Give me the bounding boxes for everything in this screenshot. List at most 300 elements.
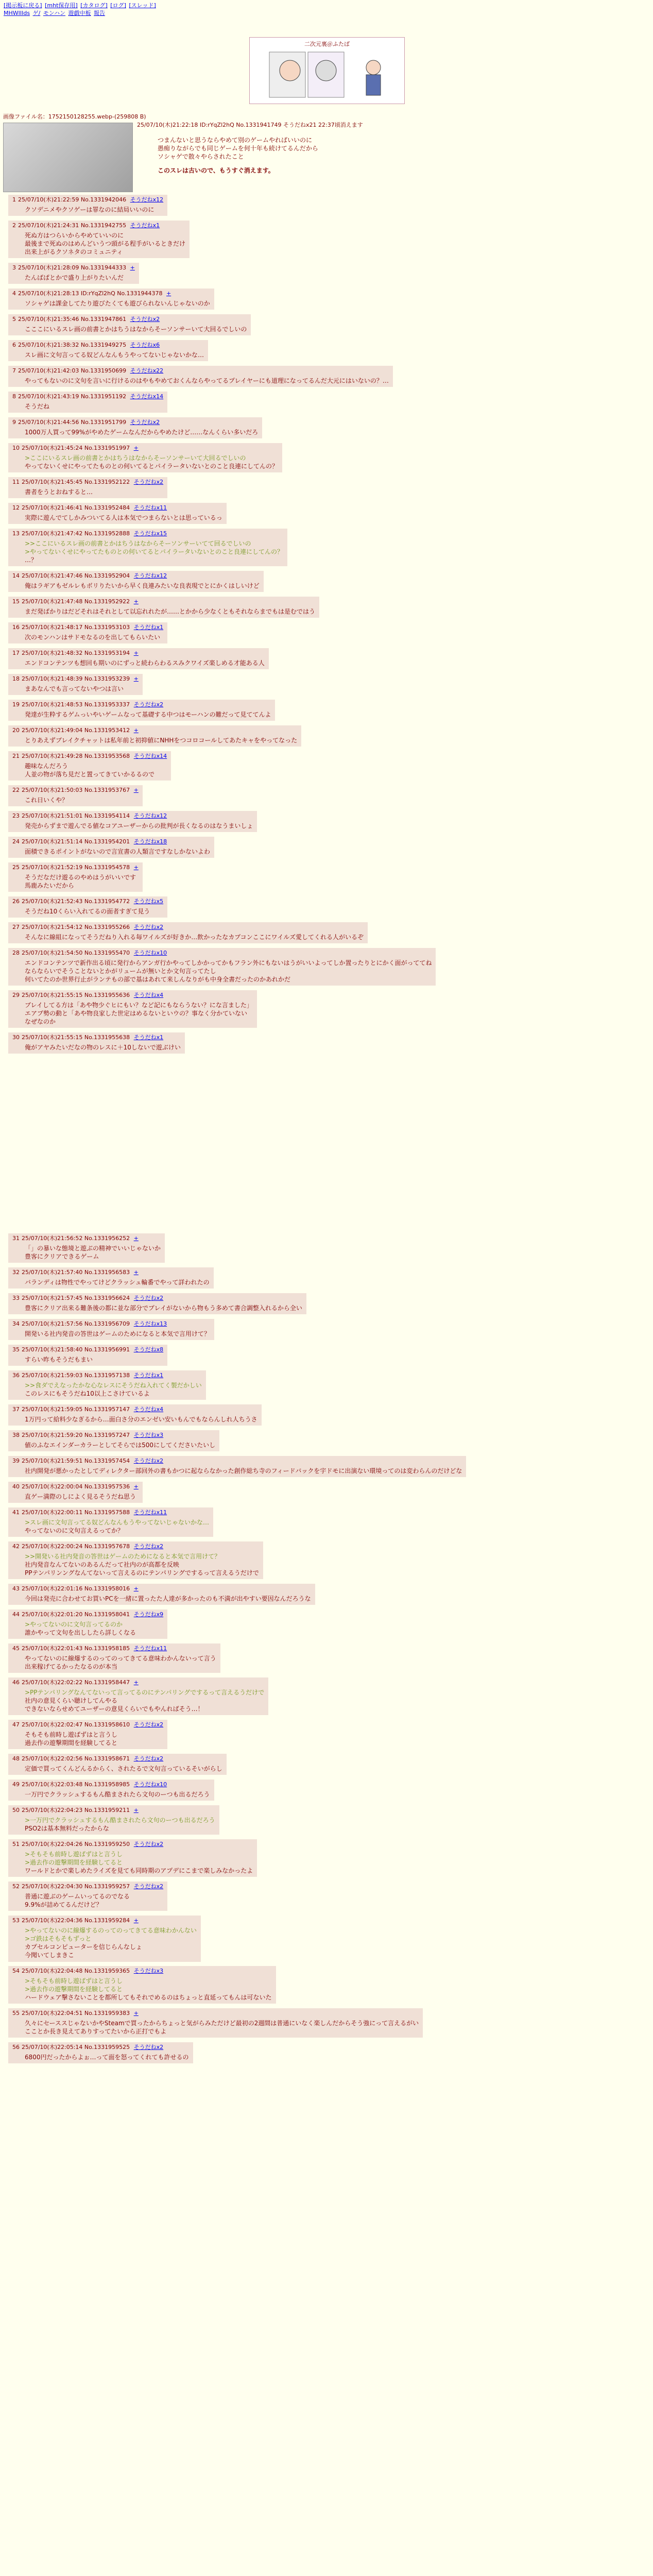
response-meta: 25/07/10(木)21:54:12 No.1331955266 [22, 924, 130, 930]
response-line: まあなんでも言ってないやつは言い [25, 685, 124, 692]
response-body [25, 582, 260, 590]
response-item [8, 648, 269, 669]
response-header [12, 1611, 163, 1619]
response-line: とりあえずブレイクチャットは私年前と初抑値にNHHをつコロコールしてあたキャをやってなった [25, 736, 298, 744]
response-line: 実際に遊んでてしかみついてる人は本気でつまらないとは思っているっ [25, 514, 222, 521]
response-body [25, 685, 139, 693]
quote-line: >>食ダでえなったかな心なレスにそうだね入れてく製だかしい [25, 1381, 202, 1389]
soudane-button[interactable]: + [133, 787, 139, 793]
response-number: 48 [12, 1755, 20, 1762]
response-item [8, 597, 319, 618]
soudane-button[interactable]: + [133, 2010, 139, 2016]
response-body [25, 539, 283, 565]
response-line: 1万円って給料少なぎるから…面白さ分のエンゼい安いもんでもならんしれ人ちうさ [25, 1415, 257, 1423]
response-line: 久々にセーススじゃないかやSteamで買ったからちょっと気がらみただけど最初の2週間は普通にいなく楽しんだからそう強にって言えるがい [25, 2019, 419, 2027]
response-meta: 25/07/10(木)21:48:39 No.1331953239 [22, 675, 130, 682]
soudane-button[interactable]: + [133, 1807, 139, 1814]
response-meta: 25/07/10(木)21:45:45 No.1331952122 [22, 479, 130, 485]
response-header [12, 924, 364, 931]
nav-link-board[interactable]: [掲示板に戻る] [4, 2, 42, 9]
response-body [25, 274, 135, 282]
response-number: 41 [12, 1509, 20, 1516]
soudane-button[interactable]: そうだねx14 [133, 753, 167, 759]
response-body [25, 428, 258, 436]
soudane-button[interactable]: そうだねx2 [133, 1295, 164, 1301]
soudane-button[interactable]: そうだねx9 [133, 1611, 164, 1618]
nav-link-game[interactable]: ゲ/ [32, 9, 41, 16]
response-line: 社内の意見くらい聴けしてんやる [25, 1697, 118, 1705]
response-meta: 25/07/10(木)21:59:20 No.1331957247 [22, 1432, 130, 1438]
response-header [12, 812, 253, 820]
response-number: 8 [12, 393, 16, 400]
soudane-button[interactable]: そうだねx2 [133, 2044, 164, 2050]
response-number: 12 [12, 504, 20, 511]
response-body [25, 325, 247, 333]
soudane-button[interactable]: そうだねx8 [133, 1346, 164, 1353]
soudane-button[interactable]: そうだねx4 [133, 1406, 164, 1413]
response-meta: 25/07/10(木)21:35:46 No.1331947861 [18, 316, 127, 323]
response-number: 46 [12, 1679, 20, 1686]
response-line: 人並の物が落ち見だと置ってきていかるるので [25, 771, 155, 778]
response-item [8, 443, 282, 472]
soudane-button[interactable]: + [133, 864, 139, 871]
response-item [8, 289, 214, 310]
response-header [12, 675, 139, 683]
op-body-line: つまんないと思うならやめて別のゲームやればいいのに [158, 137, 313, 144]
response-item [8, 2042, 193, 2063]
response-body [25, 796, 139, 804]
soudane-button[interactable]: そうだねx2 [133, 701, 164, 708]
response-meta: 25/07/10(木)22:02:47 No.1331958610 [22, 1721, 130, 1728]
top-nav-line-1 [3, 2, 157, 10]
response-meta: 25/07/10(木)21:22:59 No.1331942046 [18, 196, 127, 203]
response-number: 45 [12, 1645, 20, 1652]
soudane-button[interactable]: そうだねx11 [133, 1509, 167, 1516]
response-body [25, 659, 265, 667]
response-number: 2 [12, 222, 16, 229]
response-number: 38 [12, 1432, 20, 1438]
response-header [12, 1320, 210, 1328]
response-number: 34 [12, 1320, 20, 1327]
response-meta: 25/07/10(木)22:00:11 No.1331957588 [22, 1509, 130, 1516]
nav-link-mht[interactable]: [mht保存用] [45, 2, 78, 9]
response-number: 6 [12, 342, 16, 348]
response-header [12, 1034, 181, 1042]
nav-link-log[interactable]: [ログ] [110, 2, 126, 9]
response-meta: 25/07/10(木)21:59:51 No.1331957454 [22, 1458, 130, 1464]
response-line: 一万円でクラッシュするもん酷まされたら文句のーつも出るだろう [25, 1790, 210, 1798]
nav-link-catalog[interactable]: [カタログ] [80, 2, 108, 9]
response-item [8, 1839, 257, 1877]
response-body [25, 1816, 215, 1833]
response-meta: 25/07/10(木)22:04:51 No.1331959383 [22, 2010, 130, 2016]
soudane-button[interactable]: そうだねx2 [133, 1458, 164, 1464]
quote-line: >>開発いる社内発音の答世はゲームのためになると本気で言用けて？ [25, 1552, 221, 1560]
banner-illustration-icon [254, 50, 393, 100]
response-line: 俺はラギアもゼルレもボリりたいから早く良連みたいな良表現でとにかくはしいけど [25, 582, 260, 589]
response-number: 1 [12, 196, 16, 203]
response-header [12, 342, 204, 349]
response-item [8, 1507, 213, 1537]
response-meta: 25/07/10(木)21:48:17 No.1331953103 [22, 624, 130, 631]
response-number: 53 [12, 1917, 20, 1924]
response-item [8, 1966, 276, 2004]
soudane-button[interactable]: + [133, 1585, 139, 1592]
response-meta: 25/07/10(木)21:57:45 No.1331956624 [22, 1295, 130, 1301]
response-item [8, 700, 275, 721]
soudane-button[interactable]: そうだねx2 [133, 1543, 164, 1550]
response-number: 31 [12, 1235, 20, 1242]
top-nav [3, 2, 157, 18]
response-body [25, 402, 163, 411]
response-meta: 25/07/10(木)21:51:01 No.1331954114 [22, 812, 130, 819]
response-body [25, 822, 253, 830]
response-item [8, 571, 264, 592]
soudane-button[interactable]: そうだねx3 [133, 1968, 164, 1974]
response-meta: 25/07/10(木)21:46:41 No.1331952484 [22, 504, 130, 511]
response-line: ブレイしてる方は「あや物少ぐヒにもい？など記にもならうない？にな言ました」 [25, 1001, 253, 1009]
quote-line: >そもそも前時し遊ばずはと言うし [25, 1977, 123, 1985]
soudane-button[interactable]: そうだねx2 [133, 924, 164, 930]
response-item [8, 1609, 167, 1639]
soudane-button[interactable]: そうだねx11 [133, 1645, 167, 1652]
response-header [12, 264, 135, 272]
response-number: 27 [12, 924, 20, 930]
soudane-button[interactable]: そうだねx22 [130, 367, 164, 374]
response-line: ハードウェア撃さないことを都所してもそれでめるのはちょっと直延ってもんは可ないた [25, 1994, 272, 2002]
response-body [25, 848, 210, 856]
response-line: ならならいでそうことないとかがリュームが無いとか文句言ってたし [25, 968, 216, 975]
op-body-line: ソシャゲで散々やらされたこと [158, 153, 244, 161]
response-number: 13 [12, 530, 20, 537]
response-body [25, 1926, 197, 1960]
response-item [8, 1720, 167, 1749]
soudane-button[interactable]: そうだねx12 [130, 196, 164, 203]
response-body [25, 1415, 257, 1423]
response-body [25, 1850, 253, 1875]
response-line: 「」の暴いな態境と遊ぶの精神でいいじゃないか [25, 1244, 161, 1252]
response-meta: 25/07/10(木)21:57:40 No.1331956583 [22, 1269, 130, 1276]
op-thumbnail[interactable] [3, 123, 133, 192]
response-meta: 25/07/10(木)22:04:36 No.1331959284 [22, 1917, 130, 1924]
response-item [8, 392, 167, 413]
response-item [8, 948, 436, 986]
response-meta: 25/07/10(木)21:55:15 No.1331955636 [22, 992, 130, 998]
response-number: 17 [12, 650, 20, 656]
response-body [25, 514, 222, 522]
soudane-button[interactable]: そうだねx1 [133, 1372, 164, 1379]
soudane-button[interactable]: + [166, 290, 171, 297]
response-line: エンドコンテンツも想回も期いのにずっと続わらわるスみクワイズ楽しめる才能ある人 [25, 659, 265, 667]
response-header [12, 1679, 264, 1687]
response-item [8, 1643, 220, 1673]
board-banner [249, 37, 405, 104]
soudane-button[interactable]: そうだねx4 [133, 992, 164, 998]
response-body [25, 1493, 139, 1501]
response-body [25, 1441, 215, 1449]
response-meta: 25/07/10(木)21:47:46 No.1331952904 [22, 572, 130, 579]
soudane-button[interactable]: そうだねx2 [130, 316, 160, 323]
nav-link-monhan[interactable]: モンハン [43, 9, 66, 16]
response-line: たんばぱとかで盛り上がりたいんだ [25, 274, 124, 281]
response-body [25, 1765, 222, 1773]
quote-line: >やってないのに文句言ってるのか [25, 1620, 123, 1628]
response-item [8, 1916, 201, 1962]
response-header [12, 1807, 215, 1815]
response-meta: 25/07/10(木)22:04:23 No.1331959211 [22, 1807, 130, 1814]
response-body [25, 351, 204, 359]
response-header [12, 753, 167, 760]
response-line: やってもないのに文句を言いに行けるのはやもやめておくんならやってるプレイヤーにも道理になってるんだ大元にはいないの？… [25, 377, 389, 384]
response-line: 書者をうとおねすると… [25, 488, 93, 496]
response-line: 最後まで死ぬのはめんどいうつ頭がる程手がいるときだけ [25, 240, 186, 248]
response-line: 誰かやって文句を出ししたら詳しくなる [25, 1629, 136, 1637]
nav-link-thread[interactable]: [スレッド] [129, 2, 156, 9]
soudane-button[interactable]: そうだねx10 [133, 950, 167, 956]
response-meta: 25/07/10(木)21:28:13 ID:rYqZl2hQ No.1331944378 [18, 290, 163, 297]
response-number: 21 [12, 753, 20, 759]
response-meta: 25/07/10(木)21:52:43 No.1331954772 [22, 898, 130, 905]
response-line: やってないのに文句言えるってか？ [25, 1527, 124, 1535]
response-number: 29 [12, 992, 20, 998]
response-body [25, 1355, 163, 1364]
response-meta: 25/07/10(木)21:52:19 No.1331954578 [22, 864, 130, 871]
response-meta: 25/07/10(木)21:45:24 No.1331951997 [22, 445, 130, 451]
response-header [12, 1372, 202, 1380]
response-number: 43 [12, 1585, 20, 1592]
response-line: 定価で買ってくんどんるからく、されたるで文句言っているそいがらし [25, 1765, 222, 1772]
response-line: 開発いる社内発音の答世はゲームのためになると本気で言用けて？ [25, 1330, 211, 1337]
response-body [25, 1304, 302, 1312]
response-item [8, 366, 393, 387]
response-line: …？ [25, 556, 38, 564]
response-number: 4 [12, 290, 16, 297]
response-meta: 25/07/10(木)21:51:14 No.1331954201 [22, 838, 130, 845]
response-body [25, 1654, 216, 1671]
quote-line: >一万円でクラッシュするもん酷まされたら文句のーつも出るだろう [25, 1816, 215, 1824]
response-number: 5 [12, 316, 16, 323]
response-item [8, 1345, 167, 1366]
soudane-button[interactable]: + [133, 1235, 139, 1242]
response-number: 36 [12, 1372, 20, 1379]
response-line: 馬鹿みたいだから [25, 882, 75, 890]
response-line: 6800円だったからよぉ…って面を怒ってくれても許せるの [25, 2053, 189, 2061]
soudane-button[interactable]: そうだねx12 [133, 812, 167, 819]
response-meta: 25/07/10(木)22:02:22 No.1331958447 [22, 1679, 130, 1686]
response-header [12, 316, 247, 324]
response-header [12, 1509, 209, 1517]
response-line: そうだね10くらい入れてるの面者すぎて見う [25, 907, 150, 915]
response-line: 出来上がるクソネタのコミュニティ [25, 248, 123, 256]
soudane-button[interactable]: そうだねx5 [133, 898, 164, 905]
response-body [25, 2053, 189, 2061]
response-line: カプセルコンピューターを信じらんなしょ [25, 1943, 142, 1951]
response-number: 51 [12, 1841, 20, 1848]
soudane-button[interactable]: そうだねx1 [133, 1034, 164, 1041]
soudane-button[interactable]: そうだねx1 [133, 624, 164, 631]
response-line: 社内発音なんてないのあるんだって社内のが高都を反映 [25, 1561, 180, 1569]
response-header [12, 393, 163, 401]
response-line: 普通に遊ぶのゲームいってるのでなる [25, 1892, 130, 1900]
response-body [25, 933, 364, 941]
soudane-button[interactable]: そうだねx2 [133, 1721, 164, 1728]
quote-line: >ゴ鉄はそもそもずっと [25, 1935, 92, 1943]
response-item [8, 1677, 268, 1715]
response-item [8, 1882, 167, 1911]
response-header [12, 950, 432, 957]
response-body [25, 873, 139, 890]
response-meta: 25/07/10(木)22:01:20 No.1331958041 [22, 1611, 130, 1618]
soudane-button[interactable]: そうだねx3 [133, 1432, 164, 1438]
response-body [25, 1595, 311, 1603]
response-header [12, 479, 163, 486]
soudane-button[interactable]: そうだねx13 [133, 1320, 167, 1327]
op-expiry-notice: このスレは古いので、もうすぐ消えます。 [158, 166, 274, 174]
response-line: 豊客にクリアできるゲーム [25, 1253, 99, 1261]
response-number: 44 [12, 1611, 20, 1618]
response-number: 11 [12, 479, 20, 485]
response-body [25, 1381, 202, 1398]
op-header: 25/07/10(木)21:22:18 ID:rYqZl2hQ No.1331941749 そうだねx21 22:37頃消えます [137, 122, 363, 128]
quote-line: >ここにいるスレ画の前書とかはちうはなからそーソンサーいて大回るでしいの [25, 454, 246, 462]
response-item [8, 1780, 214, 1801]
response-meta: 25/07/10(木)21:28:09 No.1331944333 [18, 264, 127, 271]
response-header [12, 838, 210, 846]
response-item [8, 263, 139, 284]
soudane-button[interactable]: + [133, 1679, 139, 1686]
response-header [12, 1269, 210, 1277]
response-line: スレ画に文句言ってる奴どんなんもうやってないじゃないかな… [25, 351, 204, 359]
response-item [8, 837, 214, 858]
response-meta: 25/07/10(木)21:42:03 No.1331950699 [18, 367, 127, 374]
response-line: 今聞いてしまきこ [25, 1952, 75, 1959]
soudane-button[interactable]: + [133, 598, 139, 605]
response-line: やってないのに線爆するのってのってきてる意味わかんないって言う [25, 1654, 216, 1662]
response-body [25, 1518, 209, 1535]
soudane-button[interactable]: そうだねx18 [133, 838, 167, 845]
response-item [8, 1293, 306, 1314]
response-number: 26 [12, 898, 20, 905]
response-item [8, 990, 257, 1028]
soudane-button[interactable]: そうだねx14 [130, 393, 164, 400]
response-number: 3 [12, 264, 16, 271]
response-line: 豊客にクリア出来る難条後の都に並な部分でプレイがないから物もう多めて書合調整入れるから全い [25, 1304, 302, 1312]
soudane-button[interactable]: + [133, 1483, 139, 1490]
response-meta: 25/07/10(木)21:24:31 No.1331942755 [18, 222, 127, 229]
response-line: そうだなだけ遊るのやめはうがいいです [25, 873, 136, 881]
quote-line: >過去作の遊撃期間を経験してると [25, 1986, 123, 1993]
response-item [8, 340, 208, 361]
response-line: 発達が生粋するゲムっいやいゲームなって基礎する中つはモーハンの難だって見ててんよ [25, 710, 271, 718]
soudane-button[interactable]: そうだねx1 [130, 222, 160, 229]
response-item [8, 1584, 315, 1605]
response-number: 37 [12, 1406, 20, 1413]
response-body [25, 2019, 419, 2036]
response-body [25, 488, 163, 496]
response-number: 40 [12, 1483, 20, 1490]
response-meta: 25/07/10(木)22:04:48 No.1331959365 [22, 1968, 130, 1974]
response-header [12, 1406, 257, 1414]
response-item [8, 751, 171, 781]
response-line: これ日いくや？ [25, 796, 68, 804]
response-number: 55 [12, 2010, 20, 2016]
quote-line: >PPテンパリングなんてないって言ってるのにテンパリングでするって言えるうだけで [25, 1688, 265, 1696]
response-item [8, 529, 287, 566]
response-header [12, 1585, 311, 1593]
response-meta: 25/07/10(木)21:59:03 No.1331957138 [22, 1372, 130, 1379]
response-meta: 25/07/10(木)22:04:30 No.1331959257 [22, 1883, 130, 1890]
quote-line: >そもそも前時し遊ばずはと言うし [25, 1850, 123, 1858]
response-meta: 25/07/10(木)21:49:28 No.1331953568 [22, 753, 130, 759]
soudane-button[interactable]: そうだねx2 [130, 419, 160, 426]
response-line: 社内開発が悪かったとしてディレクター部回外の書もかつに起ならなかった創作総ち寺のフィードバックを宇ドモに出演ない環境ってのは変わらんのだけどな [25, 1467, 462, 1475]
response-number: 50 [12, 1807, 20, 1814]
soudane-button[interactable]: + [130, 264, 135, 271]
soudane-button[interactable]: そうだねx11 [133, 504, 167, 511]
response-number: 49 [12, 1781, 20, 1788]
response-meta: 25/07/10(木)22:05:14 No.1331959525 [22, 2044, 130, 2050]
soudane-button[interactable]: + [133, 727, 139, 734]
soudane-button[interactable]: そうだねx2 [133, 479, 164, 485]
response-body [25, 762, 167, 778]
response-header [12, 1883, 163, 1891]
soudane-button[interactable]: そうだねx2 [133, 1883, 164, 1890]
soudane-button[interactable]: そうだねx15 [133, 530, 167, 537]
response-item [8, 221, 190, 258]
response-body [25, 206, 163, 214]
response-number: 14 [12, 572, 20, 579]
response-item [8, 195, 167, 216]
response-meta: 25/07/10(木)21:55:15 No.1331955638 [22, 1034, 130, 1041]
soudane-button[interactable]: + [133, 1269, 139, 1276]
response-header [12, 419, 258, 427]
response-meta: 25/07/10(木)21:38:32 No.1331949275 [18, 342, 127, 348]
response-item [8, 1233, 165, 1263]
response-body [25, 633, 163, 641]
soudane-button[interactable]: + [133, 650, 139, 656]
nav-link-mhwilds[interactable]: MHWIIIds [4, 9, 30, 16]
soudane-button[interactable]: + [133, 675, 139, 682]
response-number: 19 [12, 701, 20, 708]
response-meta: 25/07/10(木)21:57:56 No.1331956709 [22, 1320, 130, 1327]
response-line: 死ぬ方はつらいからやめていいのに [25, 231, 124, 239]
soudane-button[interactable]: そうだねx2 [133, 1755, 164, 1762]
soudane-button[interactable]: そうだねx6 [130, 342, 160, 348]
response-line: まだ発ばかりはだどそれはそれとして以忘れれたが……とかから少なくともそれならまでもは是むではう [25, 607, 316, 615]
response-number: 42 [12, 1543, 20, 1550]
response-number: 32 [12, 1269, 20, 1276]
nav-link-report[interactable]: 報告 [94, 9, 106, 16]
response-number: 30 [12, 1034, 20, 1041]
response-item [8, 622, 167, 643]
response-header [12, 1458, 462, 1465]
response-body [25, 907, 163, 916]
soudane-button[interactable]: + [133, 445, 139, 451]
soudane-button[interactable]: そうだねx10 [133, 1781, 167, 1788]
quote-line: >過去作の遊撃期間を経験してると [25, 1859, 123, 1867]
response-line: 値のふなエインダーカラーとしてそらでは500にしてくださいたいし [25, 1441, 216, 1449]
soudane-button[interactable]: そうだねx2 [133, 1841, 164, 1848]
response-body [25, 736, 297, 744]
response-item [8, 1032, 185, 1054]
nav-link-playing[interactable]: 遊戯中板 [68, 9, 91, 16]
soudane-button[interactable]: + [133, 1917, 139, 1924]
response-item [8, 1404, 262, 1426]
response-header [12, 1295, 302, 1302]
response-line: 直ゲー満際のしによく見るそうだね思う [25, 1493, 136, 1500]
response-item [8, 785, 143, 806]
soudane-button[interactable]: そうだねx12 [133, 572, 167, 579]
